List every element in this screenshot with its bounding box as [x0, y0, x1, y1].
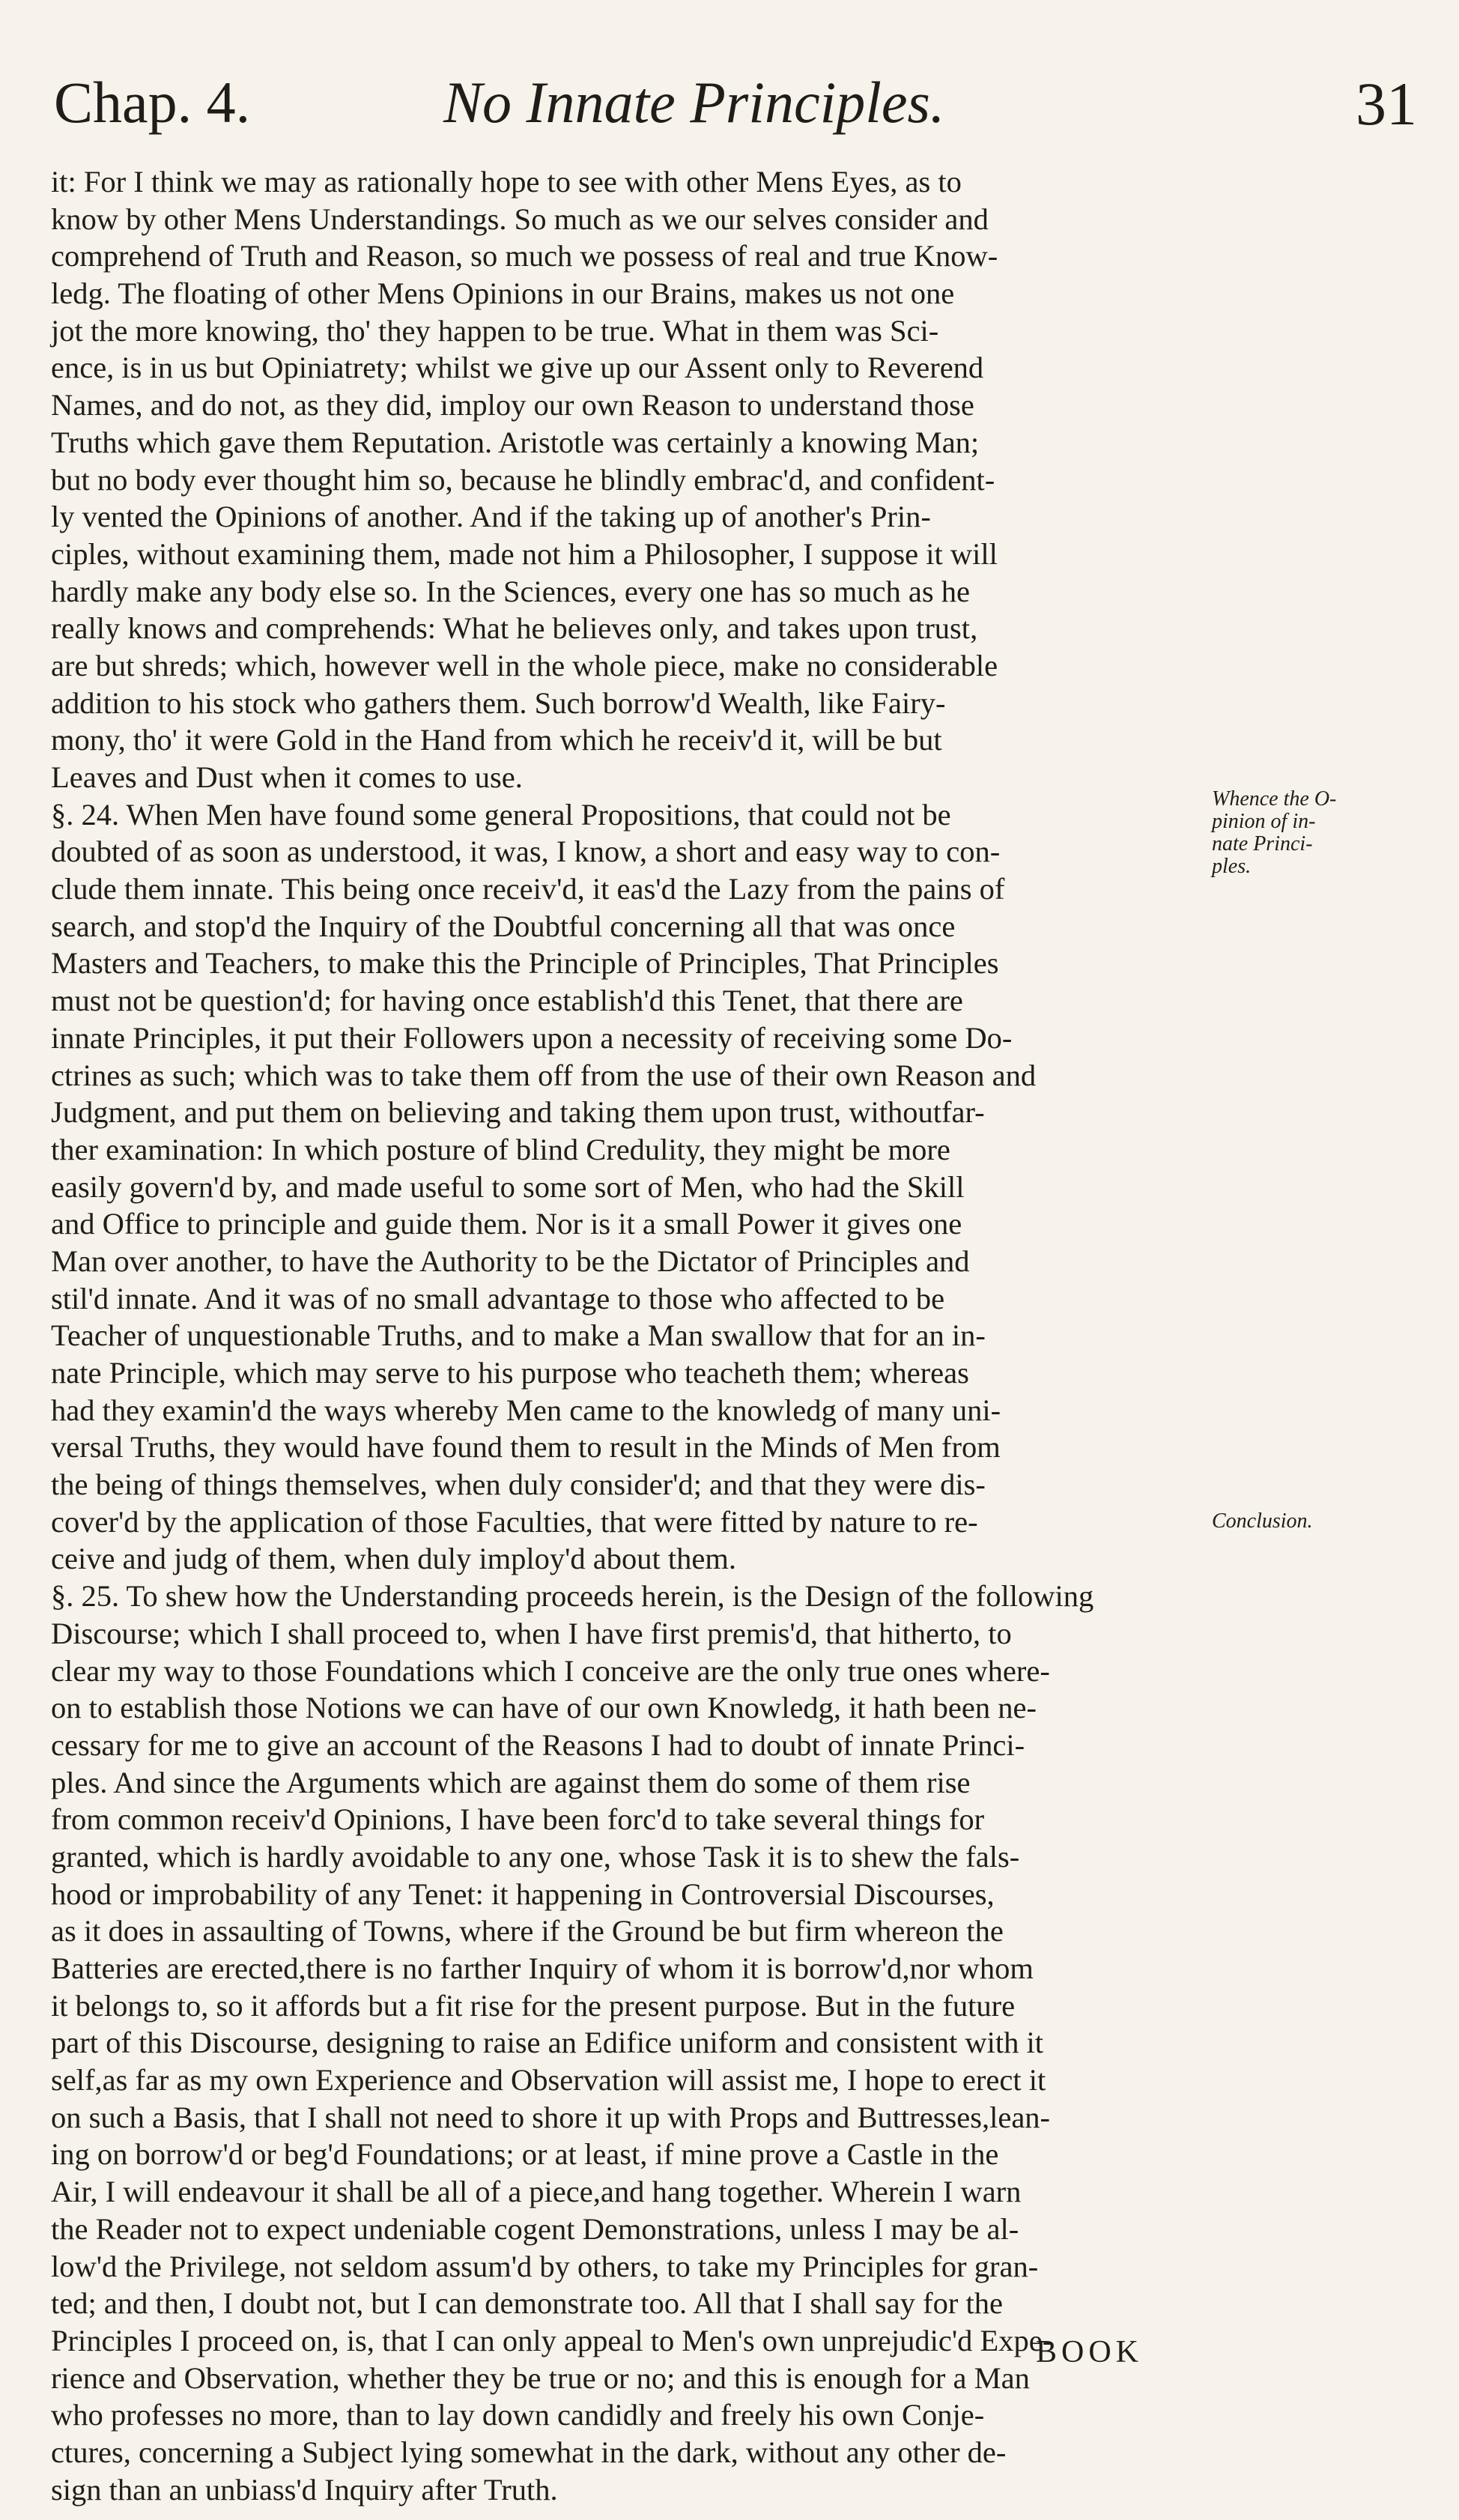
- side-note-conclusion: [1212, 1510, 1313, 1533]
- text-line: stil'd innate. And it was of no small advantage to those who affected to be: [51, 1281, 945, 1315]
- text-line: it: For I think we may as rationally hope to see with other Mens Eyes, as to: [51, 165, 962, 199]
- text-line: clear my way to those Foundations which I conceive are the only true ones where-: [51, 1653, 1050, 1688]
- text-line: addition to his stock who gathers them. Such borrow'd Wealth, like Fairy-: [51, 685, 946, 720]
- text-line: innate Principles, it put their Followers upon a necessity of receiving some Do-: [51, 1020, 1013, 1055]
- running-header: [54, 69, 1417, 151]
- text-line: the Reader not to expect undeniable cogent Demonstrations, unless I may be al-: [51, 2211, 1019, 2246]
- text-line: jot the more knowing, tho' they happen to be true. What in them was Sci-: [51, 313, 939, 348]
- text-line: cover'd by the application of those Faculties, that were fitted by nature to re-: [51, 1504, 978, 1539]
- text-line: really knows and comprehends: What he believes only, and takes upon trust,: [51, 611, 978, 646]
- text-line: Leaves and Dust when it comes to use.: [51, 760, 523, 794]
- text-line: comprehend of Truth and Reason, so much we possess of real and true Know-: [51, 239, 998, 273]
- text-line: on to establish those Notions we can have of our own Knowledg, it hath been ne-: [51, 1691, 1037, 1725]
- side-note-line: ples.: [1212, 855, 1252, 878]
- text-line: Teacher of unquestionable Truths, and to make a Man swallow that for an in-: [51, 1318, 986, 1353]
- text-line: versal Truths, they would have found them to result in the Minds of Men from: [51, 1430, 1001, 1465]
- text-line: granted, which is hardly avoidable to any one, whose Task it is to shew the fals-: [51, 1839, 1020, 1874]
- text-line: ing on borrow'd or beg'd Foundations; or at least, if mine prove a Castle in the: [51, 2137, 999, 2172]
- text-line: Judgment, and put them on believing and taking them upon trust, withoutfar-: [51, 1095, 985, 1130]
- chapter-label: Chap. 4.: [54, 70, 251, 135]
- text-line: ciples, without examining them, made not him a Philosopher, I suppose it will: [51, 536, 998, 571]
- text-line: must not be question'd; for having once establish'd this Tenet, that there are: [51, 984, 963, 1018]
- text-line: ly vented the Opinions of another. And if the taking up of another's Prin-: [51, 500, 931, 534]
- text-line: had they examin'd the ways whereby Men came to the knowledg of many uni-: [51, 1393, 1001, 1427]
- text-line: Principles I proceed on, is, that I can only appeal to Men's own unprejudic'd Expe-: [51, 2323, 1053, 2357]
- text-line: nate Principle, which may serve to his purpose who teacheth them; whereas: [51, 1356, 969, 1390]
- text-line: Man over another, to have the Authority to be the Dictator of Principles and: [51, 1244, 970, 1278]
- text-line: it belongs to, so it affords but a fit rise for the present purpose. But in the future: [51, 1988, 1016, 2023]
- text-line: §. 25. To shew how the Understanding proceeds herein, is the Design of the following: [51, 1579, 1094, 1614]
- text-line: who professes no more, than to lay down candidly and freely his own Conje-: [51, 2398, 985, 2432]
- text-line: ctures, concerning a Subject lying somewhat in the dark, without any other de-: [51, 2435, 1007, 2469]
- text-line: Discourse; which I shall proceed to, when I have first premis'd, that hitherto, to: [51, 1616, 1012, 1650]
- text-line: but no body ever thought him so, because he blindly embrac'd, and confident-: [51, 462, 995, 497]
- text-line: cessary for me to give an account of the Reasons I had to doubt of innate Princi-: [51, 1727, 1025, 1762]
- text-line: ledg. The floating of other Mens Opinions in our Brains, makes us not one: [51, 276, 955, 311]
- text-line: mony, tho' it were Gold in the Hand from which he receiv'd it, will be but: [51, 723, 942, 757]
- side-note-line: nate Princi-: [1212, 832, 1313, 855]
- text-line: ples. And since the Arguments which are against them do some of them rise: [51, 1765, 971, 1799]
- text-line: ted; and then, I doubt not, but I can demonstrate too. All that I shall say for the: [51, 2286, 1003, 2321]
- text-line: Air, I will endeavour it shall be all of a piece,and hang together. Wherein I warn: [51, 2175, 1022, 2209]
- text-line: doubted of as soon as understood, it was, I know, a short and easy way to con-: [51, 835, 1001, 869]
- text-line: ceive and judg of them, when duly imploy'd about them.: [51, 1542, 736, 1576]
- page-number: 31: [1356, 70, 1417, 138]
- text-line: the being of things themselves, when duly consider'd; and that they were dis-: [51, 1468, 986, 1502]
- text-line: know by other Mens Understandings. So much as we our selves consider and: [51, 202, 989, 236]
- catchword: BOOK: [1036, 2335, 1144, 2369]
- text-line: search, and stop'd the Inquiry of the Doubtful concerning all that was once: [51, 909, 956, 943]
- text-line: ence, is in us but Opiniatrety; whilst we give up our Assent only to Reverend: [51, 351, 984, 385]
- text-line: self,as far as my own Experience and Observation will assist me, I hope to erect it: [51, 2063, 1046, 2098]
- text-line: ctrines as such; which was to take them off from the use of their own Reason and: [51, 1058, 1037, 1092]
- running-title: No Innate Principles.: [443, 70, 945, 135]
- side-note-whence: [1212, 788, 1336, 878]
- text-line: rience and Observation, whether they be true or no; and this is enough for a Man: [51, 2360, 1030, 2395]
- side-note-line: Whence the O-: [1212, 787, 1337, 811]
- text-line: hood or improbability of any Tenet: it happening in Controversial Discourses,: [51, 1877, 995, 1911]
- text-line: sign than an unbiass'd Inquiry after Truth.: [51, 2472, 558, 2507]
- side-note-line: pinion of in-: [1212, 810, 1316, 833]
- side-note-line: Conclusion.: [1212, 1509, 1313, 1533]
- text-line: from common receiv'd Opinions, I have been forc'd to take several things for: [51, 1802, 985, 1837]
- text-line: as it does in assaulting of Towns, where if the Ground be but firm whereon the: [51, 1914, 1004, 1948]
- text-line: easily govern'd by, and made useful to some sort of Men, who had the Skill: [51, 1169, 965, 1204]
- text-line: Batteries are erected,there is no farther Inquiry of whom it is borrow'd,nor whom: [51, 1951, 1034, 1985]
- text-line: Masters and Teachers, to make this the Principle of Principles, That Principles: [51, 946, 999, 981]
- text-line: on such a Basis, that I shall not need to shore it up with Props and Buttresses,lean-: [51, 2100, 1051, 2134]
- text-line: ther examination: In which posture of blind Credulity, they might be more: [51, 1132, 950, 1166]
- text-line: part of this Discourse, designing to raise an Edifice uniform and consistent with it: [51, 2026, 1043, 2060]
- text-line: are but shreds; which, however well in the whole piece, make no considerable: [51, 648, 998, 682]
- text-line: §. 24. When Men have found some general Propositions, that could not be: [51, 797, 951, 832]
- text-line: Truths which gave them Reputation. Aristotle was certainly a knowing Man;: [51, 425, 980, 459]
- text-line: low'd the Privilege, not seldom assum'd by others, to take my Principles for gran-: [51, 2249, 1039, 2283]
- text-line: clude them innate. This being once receiv'd, it eas'd the Lazy from the pains of: [51, 872, 1005, 906]
- text-line: and Office to principle and guide them. Nor is it a small Power it gives one: [51, 1207, 962, 1241]
- text-line: Names, and do not, as they did, imploy our own Reason to understand those: [51, 388, 974, 422]
- body-text: [51, 163, 1204, 2508]
- text-line: hardly make any body else so. In the Sciences, every one has so much as he: [51, 574, 971, 608]
